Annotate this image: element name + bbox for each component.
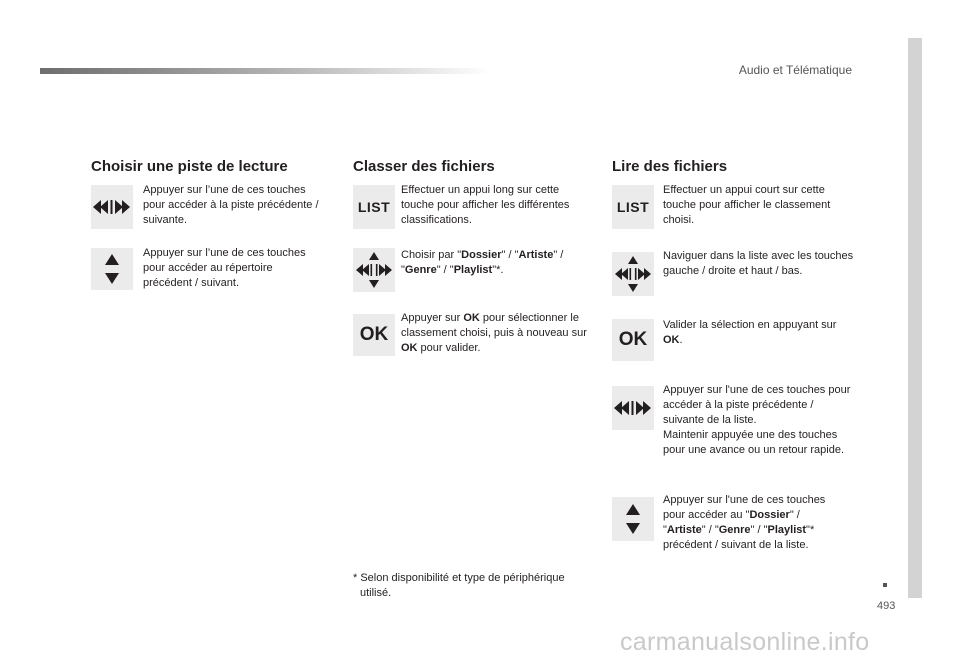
up-down-arrows-icon	[102, 252, 122, 286]
up-down-button-box	[91, 248, 133, 290]
header-section-title: Audio et Télématique	[738, 63, 852, 77]
prev-next-arrows-icon	[612, 398, 654, 418]
list-button-label-2: LIST	[616, 199, 650, 215]
ok-button-label: OK	[359, 324, 389, 345]
col1-item2-text: Appuyer sur l’une de ces touches pour accéder au répertoire précédent / suivant.	[143, 247, 306, 289]
ok-button-box	[353, 314, 395, 356]
col3-item4-text	[663, 383, 853, 458]
prev-next-button-box-2	[612, 386, 654, 430]
col3-item1-text: Effectuer un appui court sur cette touche pour afficher le classement choisi.	[663, 184, 831, 226]
watermark: carmanualsonline.info	[620, 628, 870, 656]
col1-item1-text: Appuyer sur l’une de ces touches pour accéder à la piste précédente / suivante.	[143, 184, 319, 226]
cross-button-box-2	[612, 252, 654, 296]
col3-item5-text: Appuyer sur l'une de ces touches pour accéder au "Dossier" / "Artiste" / "Genre" / "Playlist"* précédent / suivant de la liste.	[663, 494, 826, 551]
col2-item2-text: Choisir par "Dossier" / "Artiste" / "Genre" / "Playlist"*.	[401, 249, 564, 276]
col3-item2-text: Naviguer dans la liste avec les touches gauche / droite et haut / bas.	[663, 250, 854, 277]
footnote: * Selon disponibilité et type de périphérique utilisé.	[353, 572, 565, 599]
four-direction-arrows-icon	[613, 254, 653, 294]
up-down-button-box-2	[612, 497, 654, 541]
col2-item1-text: Effectuer un appui long sur cette touche pour afficher les différentes classifications.	[401, 184, 570, 226]
col1-title: Choisir une piste de lecture	[91, 158, 288, 175]
up-down-arrows-icon	[623, 502, 643, 536]
cross-button-box	[353, 248, 395, 292]
four-direction-arrows-icon	[354, 250, 394, 290]
list-button-box	[353, 185, 395, 229]
side-tab-strip	[908, 38, 922, 598]
page-marker	[883, 583, 887, 587]
prev-next-arrows-icon	[91, 197, 133, 217]
col2-title: Classer des fichiers	[353, 158, 495, 175]
header-gradient-bar	[40, 68, 490, 74]
list-button-box-2	[612, 185, 654, 229]
ok-button-box-2	[612, 319, 654, 361]
col3-item4-line2: Maintenir appuyée une des touches pour une avance ou un retour rapide.	[663, 429, 845, 456]
ok-button-label-2: OK	[618, 329, 648, 350]
col3-title: Lire des fichiers	[612, 158, 728, 175]
col3-item3-text: Valider la sélection en appuyant sur OK.	[663, 319, 837, 346]
prev-next-button-box	[91, 185, 133, 229]
col2-item3-text: Appuyer sur OK pour sélectionner le classement choisi, puis à nouveau sur OK pour valider.	[401, 312, 587, 354]
page-number: 493	[877, 600, 896, 612]
list-button-label: LIST	[357, 199, 391, 215]
col3-item4-line1: Appuyer sur l'une de ces touches pour accéder à la piste précédente / suivante de la liste.	[663, 384, 851, 426]
